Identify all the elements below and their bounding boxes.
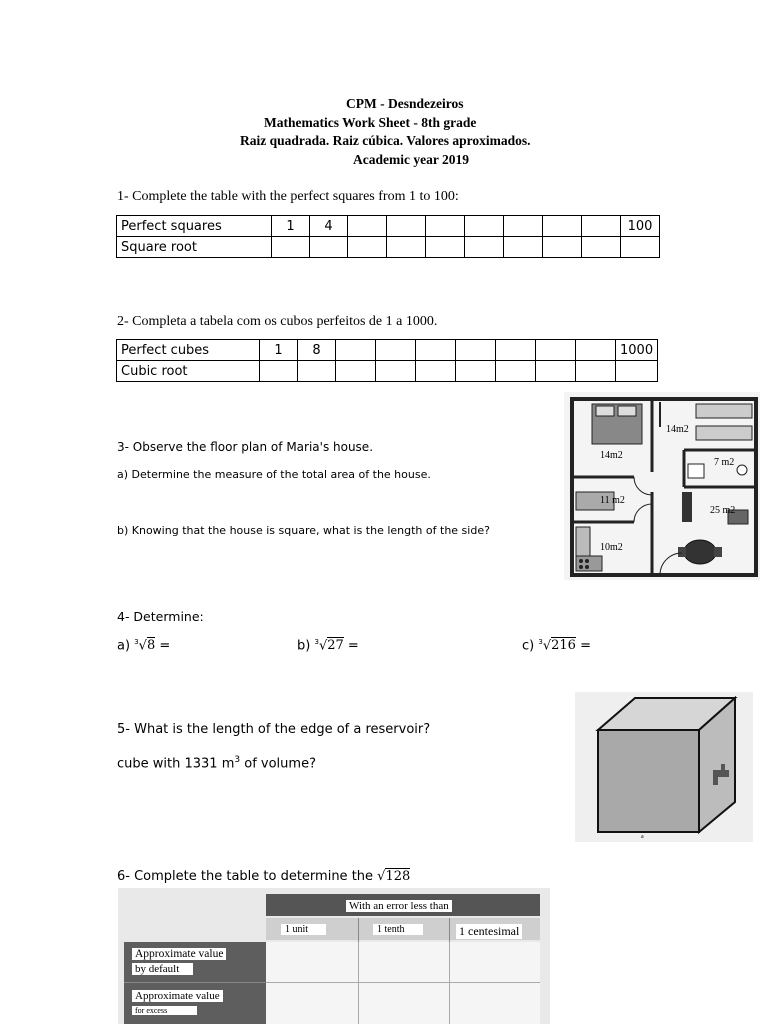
radicand: 8 <box>146 638 156 654</box>
volume-text-end: of volume? <box>240 756 316 772</box>
radical-sign: √ <box>377 869 386 884</box>
row-label: Approximate value <box>132 990 223 1002</box>
table-cell <box>576 340 616 361</box>
question-4: 4- Determine: <box>117 609 204 624</box>
root-index: 3 <box>538 638 543 646</box>
table-cell <box>416 361 456 382</box>
item-prefix: a) <box>117 638 131 654</box>
table-cell <box>465 237 504 258</box>
image-caption: a <box>641 834 644 840</box>
cube-reservoir-image <box>575 692 753 842</box>
table-cell <box>310 237 348 258</box>
table-cell <box>272 237 310 258</box>
table-cell: 8 <box>298 340 336 361</box>
question-5-volume <box>117 755 316 771</box>
table-cell <box>298 361 336 382</box>
table-cell: 1000 <box>616 340 658 361</box>
root-index: 3 <box>134 638 139 646</box>
table-cell <box>426 216 465 237</box>
table-cell: 4 <box>310 216 348 237</box>
perfect-squares-table <box>116 215 660 258</box>
cube-exponent: 3 <box>234 755 241 765</box>
table-cell <box>465 216 504 237</box>
volume-text: cube with 1331 m <box>117 756 235 772</box>
row-label: Approximate value <box>132 948 226 960</box>
table-cell <box>536 340 576 361</box>
equals-sign: = <box>347 638 359 654</box>
question-5: 5- What is the length of the edge of a reservoir? <box>117 722 431 737</box>
radicand: 216 <box>551 638 576 654</box>
table-cell <box>543 216 582 237</box>
question-1: 1- Complete the table with the perfect squares from 1 to 100: <box>117 189 459 204</box>
column-header: 1 unit <box>281 924 326 935</box>
radical-sign: √ <box>138 638 147 654</box>
table-cell <box>616 361 658 382</box>
table-cell <box>348 237 387 258</box>
question-4b <box>297 638 359 653</box>
academic-year: Academic year 2019 <box>353 152 469 167</box>
equals-sign: = <box>159 638 171 654</box>
table-cell <box>504 237 543 258</box>
question-3a: a) Determine the measure of the total area of the house. <box>117 468 431 481</box>
table-cell <box>536 361 576 382</box>
table-row-label: Perfect squares <box>117 216 272 237</box>
table-cell <box>387 216 426 237</box>
question-3b: b) Knowing that the house is square, what is the length of the side? <box>117 524 490 537</box>
room-label: 25 m2 <box>710 505 736 516</box>
table-row-label: Cubic root <box>117 361 260 382</box>
question-2: 2- Completa a tabela com os cubos perfeitos de 1 a 1000. <box>117 314 438 329</box>
row-label: for excess <box>132 1006 197 1015</box>
table-cell <box>376 340 416 361</box>
room-label: 14m2 <box>600 450 623 461</box>
table-row-label: Square root <box>117 237 272 258</box>
table-cell <box>582 216 621 237</box>
table-cell <box>621 237 660 258</box>
perfect-cubes-table <box>116 339 658 382</box>
question-4c <box>522 638 591 653</box>
radical-sign: √ <box>542 638 552 654</box>
table-cell <box>504 216 543 237</box>
room-label: 10m2 <box>600 542 623 553</box>
table-cell <box>456 340 496 361</box>
worksheet-topic: Raiz quadrada. Raiz cúbica. Valores aproximados. <box>240 133 531 148</box>
equals-sign: = <box>580 638 592 654</box>
table-cell: 100 <box>621 216 660 237</box>
radicand: 27 <box>327 638 344 654</box>
room-label: 7 m2 <box>714 457 735 468</box>
question-3: 3- Observe the floor plan of Maria's house. <box>117 440 374 454</box>
table-row-label: Perfect cubes <box>117 340 260 361</box>
table-cell <box>336 361 376 382</box>
column-header: 1 tenth <box>373 924 423 935</box>
table-cell <box>260 361 298 382</box>
table-cell <box>496 361 536 382</box>
room-label: 11 m2 <box>600 495 625 506</box>
item-prefix: b) <box>297 638 311 654</box>
table-cell <box>376 361 416 382</box>
table-cell <box>426 237 465 258</box>
table-cell: 1 <box>272 216 310 237</box>
worksheet-title: Mathematics Work Sheet - 8th grade <box>264 115 477 130</box>
school-name: CPM - Desndezeiros <box>346 96 464 111</box>
question-4a <box>117 638 170 653</box>
table-header: With an error less than <box>346 900 452 912</box>
room-label: 14m2 <box>666 424 689 435</box>
radical-sign: √ <box>318 638 328 654</box>
table-cell <box>496 340 536 361</box>
radicand: 128 <box>385 869 411 884</box>
table-cell <box>576 361 616 382</box>
table-cell <box>543 237 582 258</box>
table-cell <box>348 216 387 237</box>
item-prefix: c) <box>522 638 535 654</box>
table-cell <box>456 361 496 382</box>
approximation-table <box>118 888 550 1024</box>
table-cell <box>336 340 376 361</box>
root-index: 3 <box>314 638 319 646</box>
table-cell <box>387 237 426 258</box>
table-cell: 1 <box>260 340 298 361</box>
table-cell <box>582 237 621 258</box>
table-cell <box>416 340 456 361</box>
column-header: 1 centesimal <box>456 924 522 939</box>
question-6-text: 6- Complete the table to determine the <box>117 869 374 884</box>
floor-plan-image <box>564 392 760 580</box>
row-label: by default <box>132 963 193 975</box>
question-6 <box>117 869 410 884</box>
